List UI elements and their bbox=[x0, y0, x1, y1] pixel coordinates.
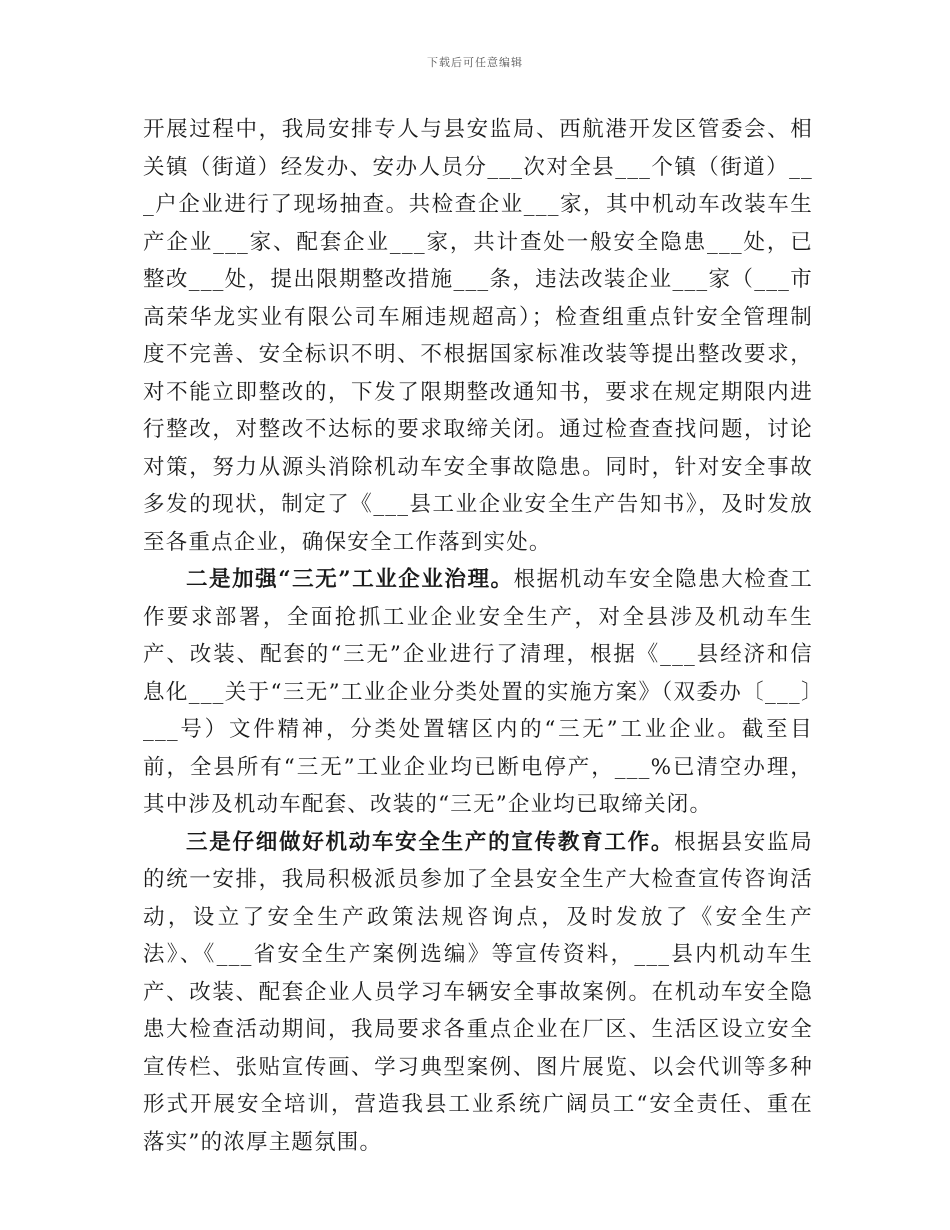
paragraph-3-heading: 三是仔细做好机动车安全生产的宣传教育工作。 bbox=[186, 829, 675, 855]
paragraph-2 bbox=[143, 561, 813, 824]
document-body bbox=[143, 111, 813, 1161]
paragraph-3 bbox=[143, 824, 813, 1162]
paragraph-1-text: 开展过程中，我局安排专人与县安监局、西航港开发区管委会、相关镇（街道）经发办、安办人员分___次对全县___个镇（街道）___户企业进行了现场抽查。共检查企业___家，其中机动车改装车生产企业___家、配套企业___家，共计查处一般安全隐患___处，已整改___处，提出限期整改措施___条，违法改装企业___家（___市高荣华龙实业有限公司车厢违规超高）；检查组重点针安全管理制度不完善、安全标识不明、不根据国家标准改装等提出整改要求，对不能立即整改的，下发了限期整改通知书，要求在规定期限内进行整改，对整改不达标的要求取缔关闭。通过检查查找问题，讨论对策，努力从源头消除机动车安全事故隐患。同时，针对安全事故多发的现状，制定了《___县工业企业安全生产告知书》，及时发放至各重点企业，确保安全工作落到实处。 bbox=[143, 117, 813, 555]
paragraph-1 bbox=[143, 111, 813, 561]
paragraph-2-text: 根据机动车安全隐患大检查工作要求部署，全面抢抓工业企业安全生产，对全县涉及机动车生产、改装、配套的“三无”企业进行了清理，根据《___县经济和信息化___关于“三无”工业企业分类处置的实施方案》（双委办〔___〕___号）文件精神，分类处置辖区内的“三无”工业企业。截至目前，全县所有“三无”工业企业均已断电停产，___%已清空办理，其中涉及机动车配套、改装的“三无”企业均已取缔关闭。 bbox=[143, 567, 813, 817]
paragraph-2-heading: 二是加强“三无”工业企业治理。 bbox=[186, 567, 514, 592]
paragraph-3-text: 根据县安监局的统一安排，我局积极派员参加了全县安全生产大检查宣传咨询活动，设立了安全生产政策法规咨询点，及时发放了《安全生产法》、《___省安全生产案例选编》等宣传资料，___县内机动车生产、改装、配套企业人员学习车辆安全事故案例。在机动车安全隐患大检查活动期间，我局要求各重点企业在厂区、生活区设立安全宣传栏、张贴宣传画、学习典型案例、图片展览、以会代训等多种形式开展安全培训，营造我县工业系统广阔员工“安全责任、重在落实”的浓厚主题氛围。 bbox=[143, 829, 814, 1155]
page-header: 下载后可任意编辑 bbox=[427, 56, 523, 69]
